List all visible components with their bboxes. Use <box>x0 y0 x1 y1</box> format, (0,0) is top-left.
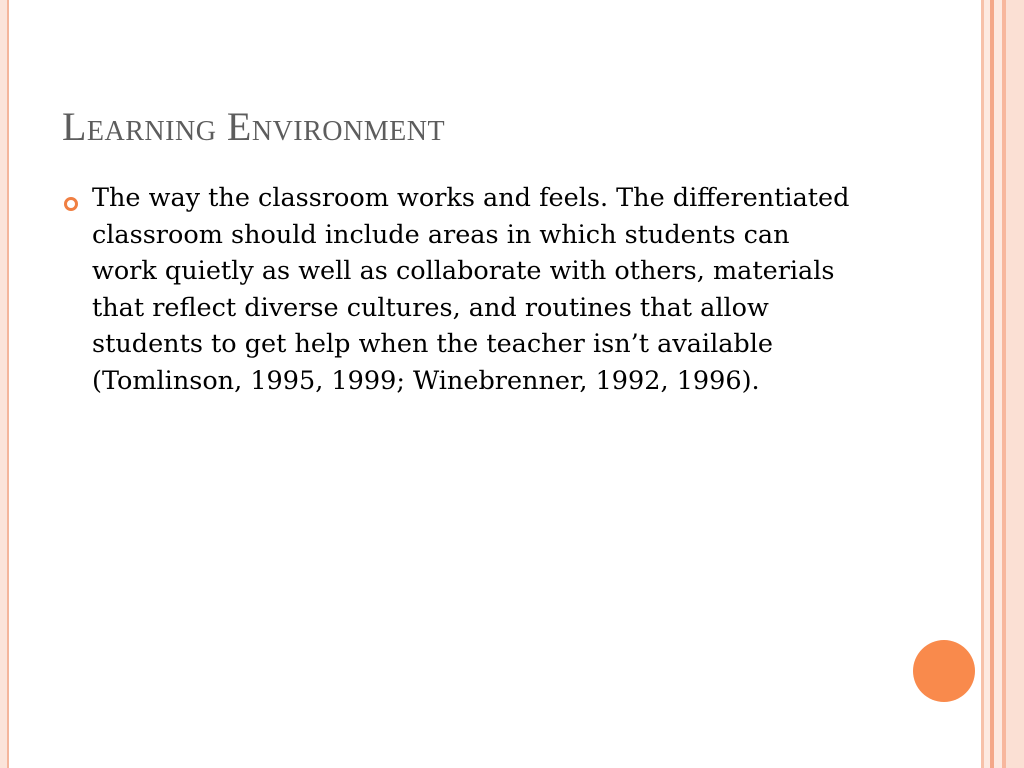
orange-circle-decoration <box>913 640 975 702</box>
bullet-text: The way the classroom works and feels. The differentiated classroom should include areas in which students can work quietly as well as collaborate with others, materials that reflect diverse cultures, and routines that allow students to get help when the teacher isn’t available (Tomlinson, 1995, 1999; Winebrenner, 1992, 1996). <box>92 183 850 396</box>
slide-title: Learning Environment <box>62 104 446 149</box>
slide-body <box>62 180 862 399</box>
ring-bullet-icon <box>64 197 78 211</box>
right-stripe-decoration <box>994 0 1002 768</box>
left-border-decoration <box>0 0 9 768</box>
right-stripe-decoration <box>1006 0 1024 768</box>
bullet-item <box>62 180 862 399</box>
